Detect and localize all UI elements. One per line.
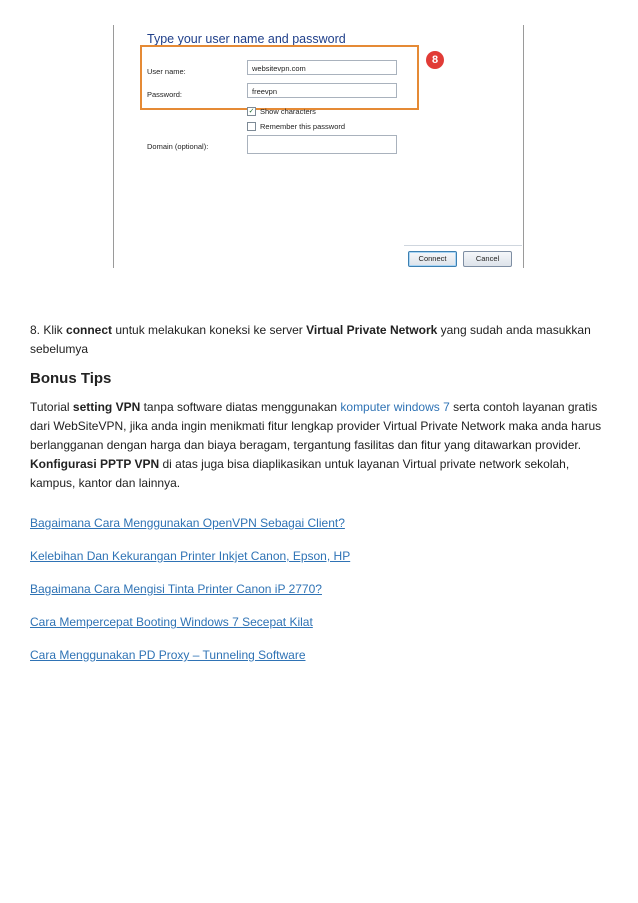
credentials-highlight-box: [140, 45, 419, 110]
related-link-pd-proxy[interactable]: Cara Menggunakan PD Proxy – Tunneling Software: [30, 648, 306, 662]
bonus-bold-setting-vpn: setting VPN: [72, 400, 141, 414]
cancel-button[interactable]: Cancel: [463, 251, 512, 267]
step-8-suffix: yang sudah anda masukkan sebelumya: [30, 323, 591, 356]
show-characters-checkbox-row[interactable]: [247, 107, 316, 116]
dialog-footer-divider: [404, 245, 522, 246]
bonus-text-2: tanpa software diatas menggunakan: [140, 400, 341, 414]
related-link-booting-windows[interactable]: Cara Mempercepat Booting Windows 7 Secepat Kilat: [30, 615, 313, 629]
username-label: User name:: [147, 67, 186, 76]
domain-field[interactable]: [247, 135, 397, 154]
step-badge: 8: [426, 51, 444, 69]
related-link-tinta-printer[interactable]: Bagaimana Cara Mengisi Tinta Printer Canon iP 2770?: [30, 582, 322, 596]
password-label: Password:: [147, 90, 183, 99]
bonus-tips-heading: Bonus Tips: [30, 370, 112, 387]
dialog-title: Type your user name and password: [147, 32, 346, 46]
connect-button[interactable]: Connect: [408, 251, 457, 267]
komputer-windows-7-link[interactable]: komputer windows 7: [340, 400, 450, 414]
checked-checkbox-icon[interactable]: ✓: [248, 108, 255, 115]
bonus-text-1: Tutorial: [30, 400, 73, 414]
step-8-connect-bold: connect: [66, 323, 113, 337]
username-field[interactable]: websitevpn.com: [247, 60, 397, 75]
password-field[interactable]: freevpn: [247, 83, 397, 98]
show-characters-label: Show characters: [260, 107, 316, 116]
step-8-prefix: 8. Klik: [30, 323, 67, 337]
step-8-paragraph: [30, 321, 608, 359]
bonus-text-4: di atas juga bisa diaplikasikan untuk layanan Virtual private network sekolah, kampus, kantor dan lainnya.: [30, 457, 570, 490]
step-8-mid: untuk melakukan koneksi ke server: [112, 323, 307, 337]
remember-password-checkbox-row[interactable]: [247, 122, 345, 131]
remember-password-label: Remember this password: [260, 122, 346, 131]
unchecked-checkbox-icon[interactable]: [247, 122, 256, 131]
bonus-tips-paragraph: [30, 398, 608, 493]
bonus-bold-pptp: Konfigurasi PPTP VPN: [30, 457, 160, 471]
bonus-text-3: serta contoh layanan gratis dari WebSiteVPN, jika anda ingin menikmati fitur lengkap provider Virtual Private Network maka anda harus berlangganan dengan harga dan biaya beragam, tergantung fasilitas dan fitur yang ditawarkan provider.: [30, 400, 602, 452]
related-link-printer-inkjet[interactable]: Kelebihan Dan Kekurangan Printer Inkjet Canon, Epson, HP: [30, 549, 351, 563]
step-8-vpn-bold: Virtual Private Network: [306, 323, 438, 337]
domain-label: Domain (optional):: [147, 142, 209, 151]
vpn-login-dialog-screenshot: [113, 25, 524, 268]
related-link-openvpn[interactable]: Bagaimana Cara Menggunakan OpenVPN Sebagai Client?: [30, 516, 345, 530]
